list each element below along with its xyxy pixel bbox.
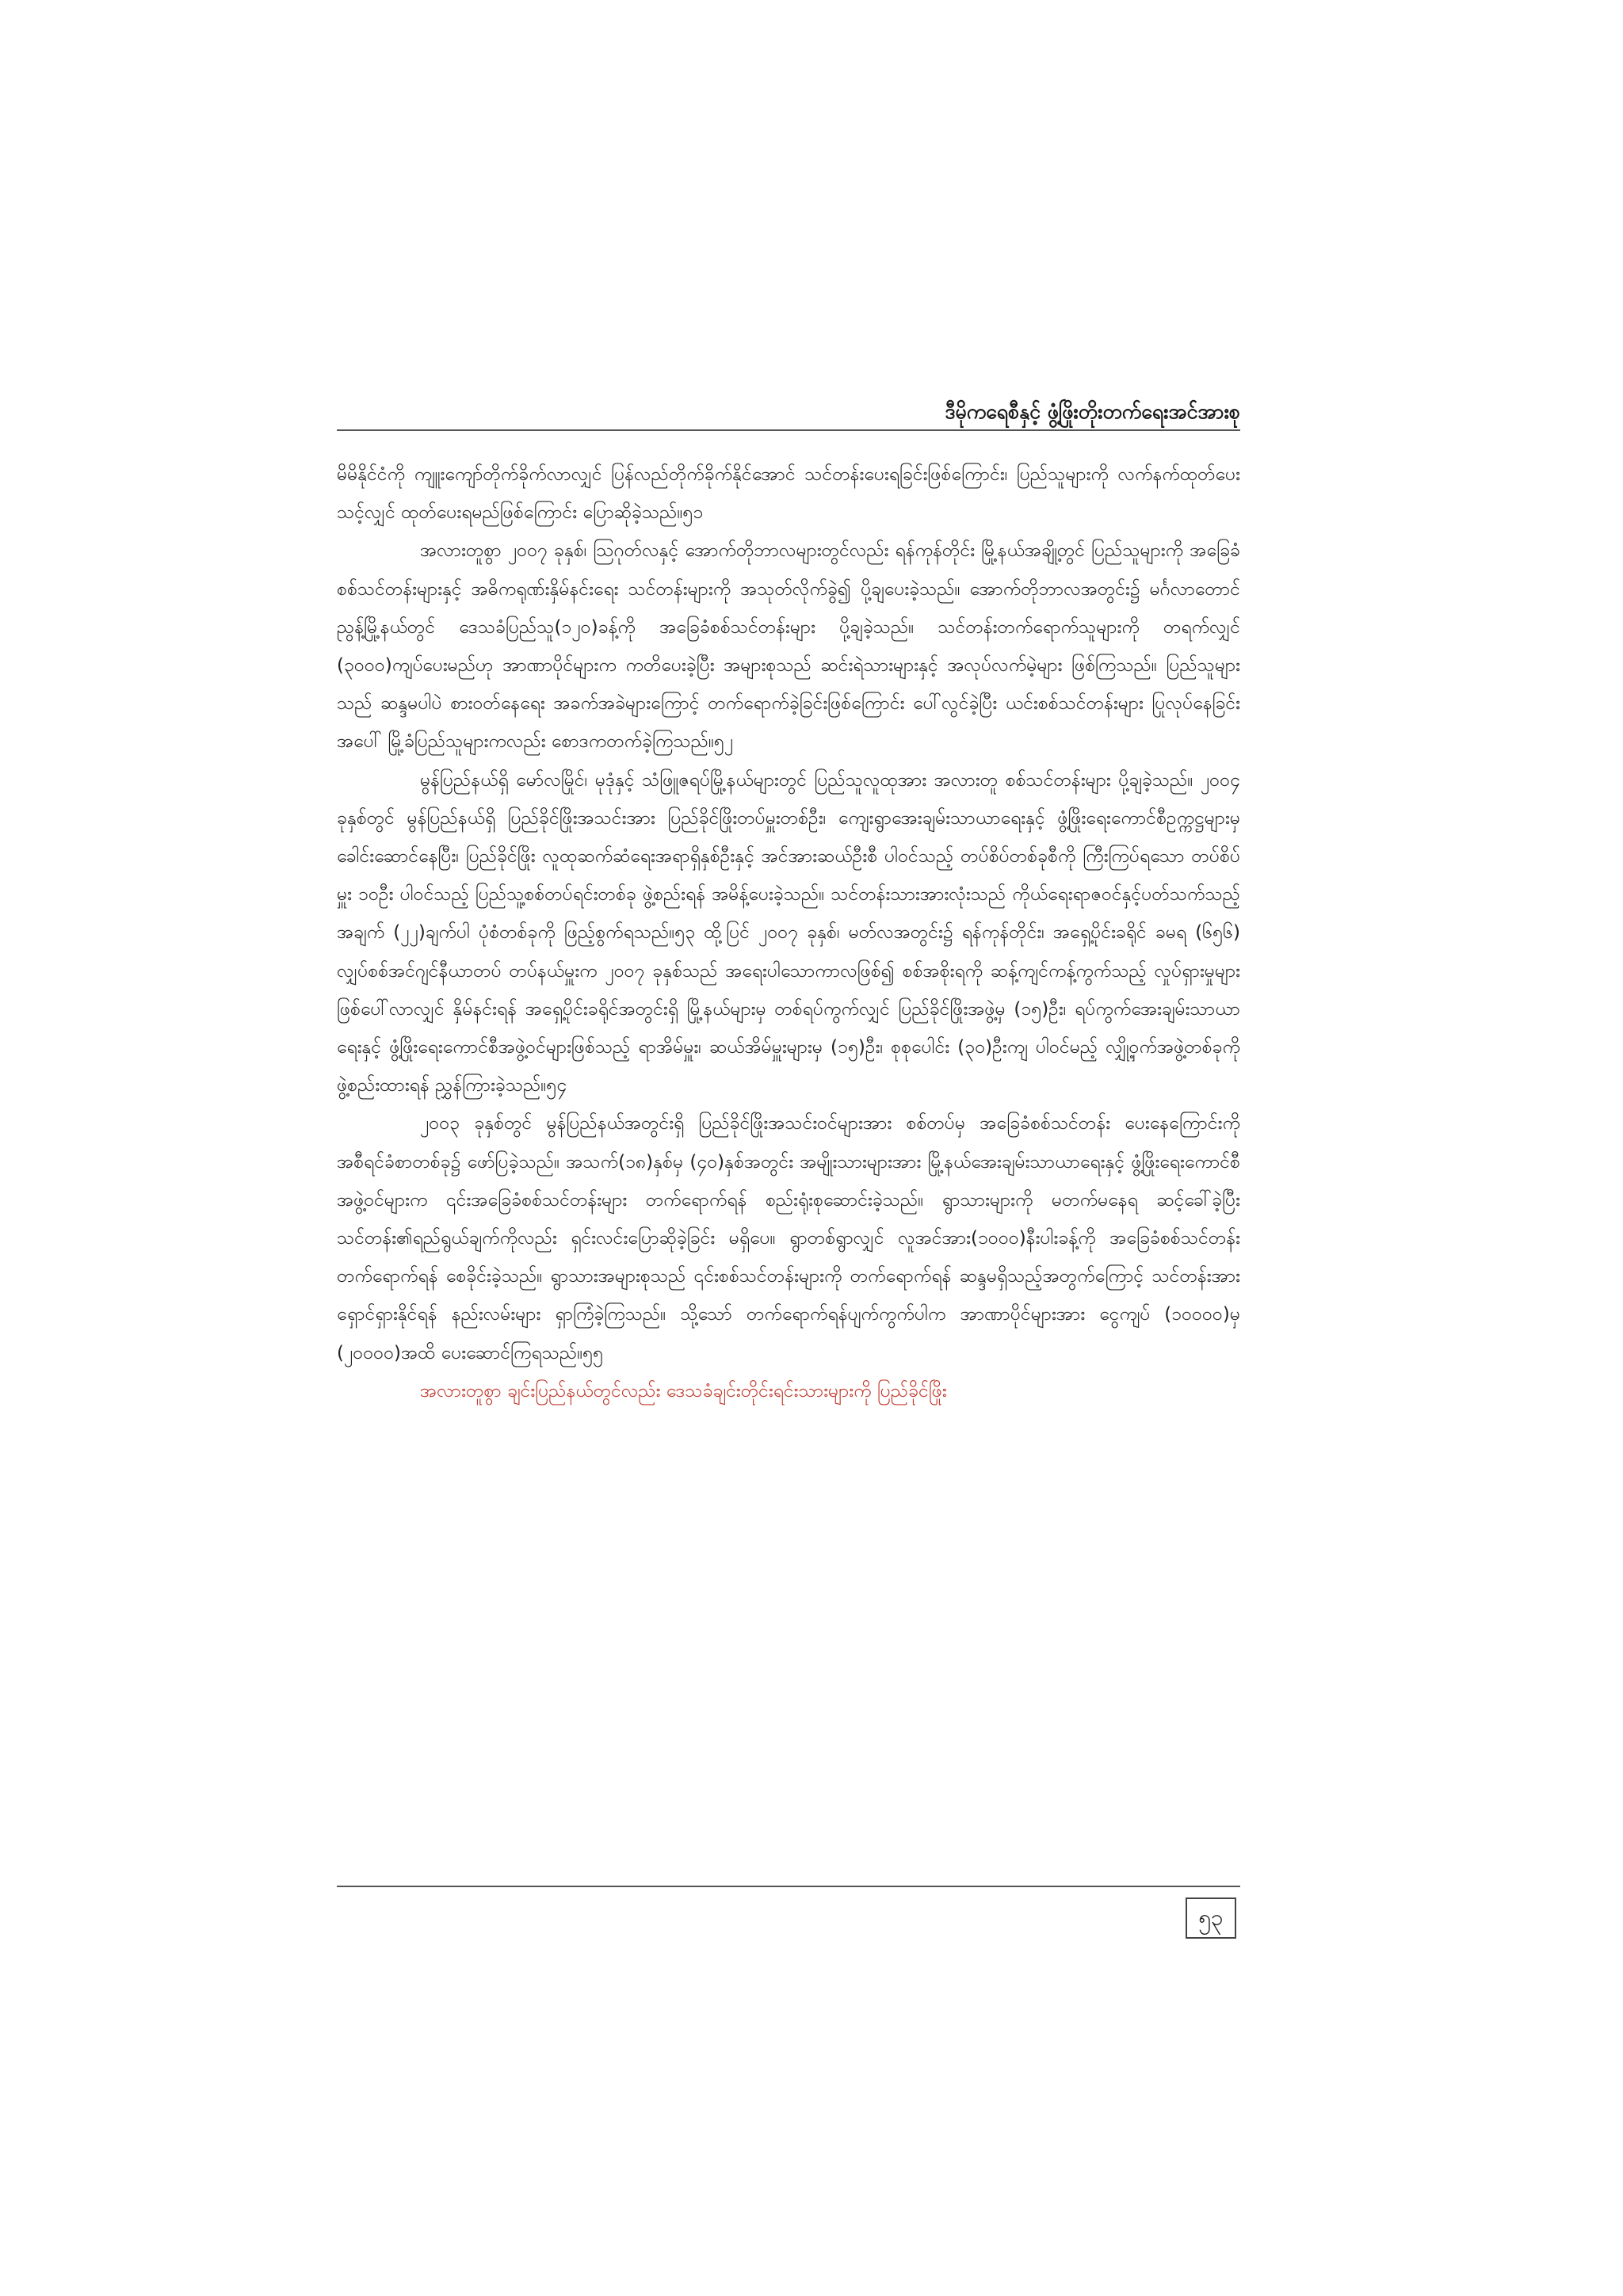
page-number: ၅၃ <box>1186 1897 1236 1939</box>
paragraph: မိမိနိုင်ငံကို ကျူးကျော်တိုက်ခိုက်လာလျှင် ပြန်လည်တိုက်ခိုက်နိုင်အောင် သင်တန်းပေးရခြင်းဖြစ်ကြောင်း၊ ပြည်သူများကို လက်နက်ထုတ်ပေးသင့်လျှင် ထုတ်ပေးရမည်ဖြစ်ကြောင်း ပြောဆိုခဲ့သည်။၅၁ <box>337 464 1240 524</box>
paragraph: ၂၀၀၃ ခုနှစ်တွင် မွန်ပြည်နယ်အတွင်းရှိ ပြည်ခိုင်ဖြိုးအသင်းဝင်များအား စစ်တပ်မှ အခြေခံစစ်သင်တန်း ပေးနေကြောင်းကို အစီရင်ခံစာတစ်ခု၌ ဖော်ပြခဲ့သည်။ အသက်(၁၈)နှစ်မှ (၄၀)နှစ်အတွင်း အမျိုးသားများအား မြို့နယ်အေးချမ်းသာယာရေးနှင့် ဖွံ့ဖြိုးရေးကောင်စီအဖွဲ့ဝင်များက ၎င်းအခြေခံစစ်သင်တန်းများ တက်ရောက်ရန် စည်းရုံးစုဆောင်းခဲ့သည်။ ရွာသားများကို မတက်မနေရ ဆင့်ခေါ်ခဲ့ပြီး သင်တန်း၏ရည်ရွယ်ချက်ကိုလည်း ရှင်းလင်းပြောဆိုခဲ့ခြင်း မရှိပေ။ ရွာတစ်ရွာလျှင် လူအင်အား(၁၀၀၀)နီးပါးခန့်ကို အခြေခံစစ်သင်တန်း တက်ရောက်ရန် စေခိုင်းခဲ့သည်။ ရွာသားအများစုသည် ၎င်းစစ်သင်တန်းများကို တက်ရောက်ရန် ဆန္ဒမရှိသည့်အတွက်ကြောင့် သင်တန်းအား ရှောင်ရှားနိုင်ရန် နည်းလမ်းများ ရှာကြံခဲ့ကြသည်။ သို့သော် တက်ရောက်ရန်ပျက်ကွက်ပါက အာဏာပိုင်များအား ငွေကျပ် (၁၀၀၀၀)မှ (၂၀၀၀၀)အထိ ပေးဆောင်ကြရသည်။၅၅ <box>337 1113 1240 1363</box>
header-divider <box>337 429 1240 431</box>
running-header-title: ဒီမိုကရေစီနှင့် ဖွံ့ဖြိုးတိုးတက်ရေးအင်အားစု <box>945 400 1240 423</box>
paragraph: မွန်ပြည်နယ်ရှိ မော်လမြိုင်၊ မုဒုံနှင့် သံဖြူဇရပ်မြို့နယ်များတွင် ပြည်သူလူထုအား အလားတူ စစ်သင်တန်းများ ပို့ချခဲ့သည်။ ၂၀၀၄ ခုနှစ်တွင် မွန်ပြည်နယ်ရှိ ပြည်ခိုင်ဖြိုးအသင်းအား ပြည်ခိုင်ဖြိုးတပ်မှူးတစ်ဦး၊ ကျေးရွာအေးချမ်းသာယာရေးနှင့် ဖွံ့ဖြိုးရေးကောင်စီဥက္ကဋ္ဌများမှ ခေါင်းဆောင်နေပြီး၊ ပြည်ခိုင်ဖြိုး လူထုဆက်ဆံရေးအရာရှိနှစ်ဦးနှင့် အင်အားဆယ်ဦးစီ ပါဝင်သည့် တပ်စိပ်တစ်ခုစီကို ကြီးကြပ်ရသော တပ်စိပ်မှူး ၁၀ဦး ပါဝင်သည့် ပြည်သူ့စစ်တပ်ရင်းတစ်ခု ဖွဲ့စည်းရန် အမိန့်ပေးခဲ့သည်။ သင်တန်းသားအားလုံးသည် ကိုယ်ရေးရာဇဝင်နှင့်ပတ်သက်သည့် အချက် (၂၂)ချက်ပါ ပုံစံတစ်ခုကို ဖြည့်စွက်ရသည်။၅၃ ထို့ပြင် ၂၀၀၇ ခုနှစ်၊ မတ်လအတွင်း၌ ရန်ကုန်တိုင်း၊ အရှေ့ပိုင်းခရိုင် ခမရ (၆၅၆) လျှပ်စစ်အင်ဂျင်နီယာတပ် တပ်နယ်မှူးက ၂၀၀၇ ခုနှစ်သည် အရေးပါသောကာလဖြစ်၍ စစ်အစိုးရကို ဆန့်ကျင်ကန့်ကွက်သည့် လှုပ်ရှားမှုများဖြစ်ပေါ်လာလျှင် နှိမ်နင်းရန် အရှေ့ပိုင်းခရိုင်အတွင်းရှိ မြို့နယ်များမှ တစ်ရပ်ကွက်လျှင် ပြည်ခိုင်ဖြိုးအဖွဲ့မှ (၁၅)ဦး၊ ရပ်ကွက်အေးချမ်းသာယာရေးနှင့် ဖွံ့ဖြိုးရေးကောင်စီအဖွဲ့ဝင်များဖြစ်သည့် ရာအိမ်မှူး၊ ဆယ်အိမ်မှူးများမှ (၁၅)ဦး၊ စုစုပေါင်း (၃၀)ဦးကျ ပါဝင်မည့် လျှို့ဝှက်အဖွဲ့တစ်ခုကို ဖွဲ့စည်းထားရန် ညွှန်ကြားခဲ့သည်။၅၄ <box>337 769 1240 1097</box>
paragraph-highlighted: အလားတူစွာ ချင်းပြည်နယ်တွင်လည်း ဒေသခံချင်းတိုင်းရင်းသားများကို ပြည်ခိုင်ဖြိုး <box>420 1380 947 1402</box>
footer-divider <box>337 1886 1240 1887</box>
body-text <box>337 456 1240 1905</box>
paragraph: အလားတူစွာ ၂၀၀၇ ခုနှစ်၊ ဩဂုတ်လနှင့် အောက်တိုဘာလများတွင်လည်း ရန်ကုန်တိုင်း မြို့နယ်အချို့တွင် ပြည်သူများကို အခြေခံစစ်သင်တန်းများနှင့် အဓိကရုဏ်းနှိမ်နင်းရေး သင်တန်းများကို အသုတ်လိုက်ခွဲ၍ ပို့ချပေးခဲ့သည်။ အောက်တိုဘာလအတွင်း၌ မင်္ဂလာတောင်ညွန့်မြို့နယ်တွင် ဒေသခံပြည်သူ(၁၂၀)ခန့်ကို အခြေခံစစ်သင်တန်းများ ပို့ချခဲ့သည်။ သင်တန်းတက်ရောက်သူများကို တရက်လျှင် (၃၀၀၀)ကျပ်ပေးမည်ဟု အာဏာပိုင်များက ကတိပေးခဲ့ပြီး အများစုသည် ဆင်းရဲသားများနှင့် အလုပ်လက်မဲ့များ ဖြစ်ကြသည်။ ပြည်သူများသည် ဆန္ဒမပါပဲ စားဝတ်နေရေး အခက်အခဲများကြောင့် တက်ရောက်ခဲ့ခြင်းဖြစ်ကြောင်း ပေါ်လွင်ခဲ့ပြီး ယင်းစစ်သင်တန်းများ ပြုလုပ်နေခြင်းအပေါ် မြို့ခံပြည်သူများကလည်း စောဒကတက်ခဲ့ကြသည်။၅၂ <box>337 540 1240 753</box>
